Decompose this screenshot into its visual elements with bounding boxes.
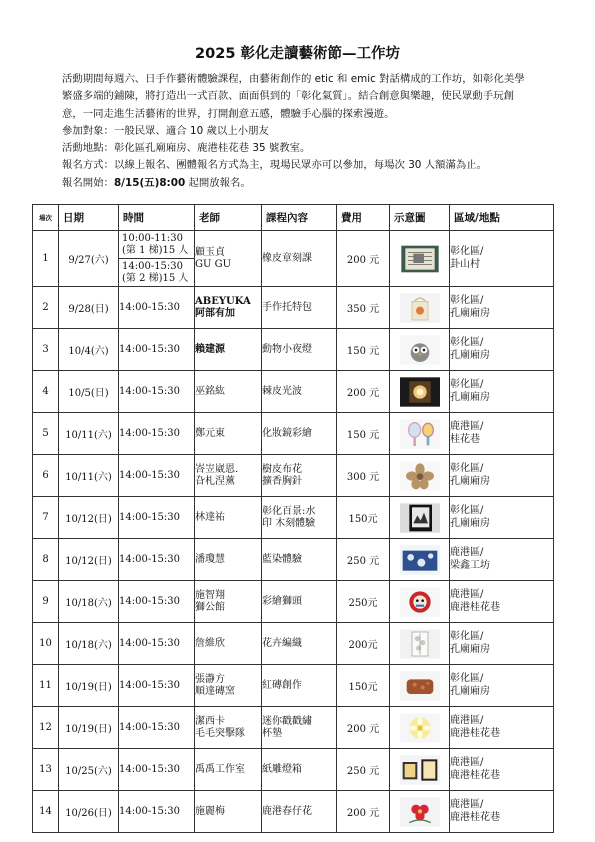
cell-fee: 150元 (337, 497, 390, 539)
cell-session-number: 4 (33, 371, 59, 413)
header-image: 示意圖 (390, 205, 450, 231)
cell-fee: 150 元 (337, 413, 390, 455)
cell-session-number: 13 (33, 749, 59, 791)
cell-fee: 150元 (337, 665, 390, 707)
cell-teacher: 顧玉貞 GU GU (195, 231, 262, 287)
cell-session-number: 9 (33, 581, 59, 623)
lion-head-photo-icon (400, 596, 440, 607)
cell-image (390, 623, 450, 665)
cell-image (390, 539, 450, 581)
cell-date: 10/19(日) (59, 665, 119, 707)
cell-teacher: 潘瓊慧 (195, 539, 262, 581)
table-row (33, 371, 554, 413)
table-row (33, 707, 554, 749)
signup-start-line (62, 175, 542, 192)
signup-suffix: 起開放報名。 (185, 176, 251, 189)
signup-date: 8/15(五)8:00 (113, 176, 186, 189)
intro-line: 意，一同走進生活藝術的世界，打開創意五感，體驗手心腦的探索漫遊。 (62, 107, 395, 120)
table-row (33, 287, 554, 329)
cell-course: 彰化百景:水 印 木刻體驗 (262, 497, 337, 539)
cell-session-number: 6 (33, 455, 59, 497)
spring-flower-photo-icon (400, 806, 440, 817)
cell-date: 10/25(六) (59, 749, 119, 791)
hand-mirror-photo-icon (400, 428, 440, 439)
cell-region: 彰化區/ 孔廟廂房 (450, 455, 554, 497)
header-region: 區域/地點 (450, 205, 554, 231)
cell-image (390, 413, 450, 455)
table-row (33, 749, 554, 791)
cell-region: 彰化區/ 孔廟廂房 (450, 497, 554, 539)
table-row (33, 455, 554, 497)
cell-fee: 200 元 (337, 371, 390, 413)
paper-lightbox-photo-icon (400, 764, 440, 775)
cell-date: 10/18(六) (59, 581, 119, 623)
table-row (33, 413, 554, 455)
cell-teacher: 林達祐 (195, 497, 262, 539)
cell-region: 彰化區/ 孔廟廂房 (450, 623, 554, 665)
page-title: 2025 彰化走讀藝術節—工作坊 (195, 46, 400, 62)
table-row (33, 329, 554, 371)
intro-line: 活動期間每週六、日手作藝術體驗課程，由藝術創作的 etic 和 emic 對話構成的工作坊，如彰化美學 (62, 73, 525, 85)
cell-session-number: 12 (33, 707, 59, 749)
cell-teacher: 巫銘紘 (195, 371, 262, 413)
cell-image (390, 329, 450, 371)
cell-fee: 250元 (337, 581, 390, 623)
cell-fee: 200 元 (337, 791, 390, 833)
workshop-schedule-table (32, 204, 554, 833)
cell-date: 10/12(日) (59, 539, 119, 581)
cell-course: 迷你戳戳繡 杯墊 (262, 707, 337, 749)
cell-session-number: 2 (33, 287, 59, 329)
header-date: 日期 (59, 205, 119, 231)
cell-course: 化妝鏡彩繪 (262, 413, 337, 455)
cell-course: 彩繪獅頭 (262, 581, 337, 623)
table-row (33, 231, 554, 287)
cell-fee: 200 元 (337, 707, 390, 749)
cell-date: 10/11(六) (59, 455, 119, 497)
bark-flower-photo-icon (400, 470, 440, 481)
header-course: 課程內容 (262, 205, 337, 231)
stamp-carving-photo-icon (400, 253, 440, 264)
cell-course: 紙雕燈箱 (262, 749, 337, 791)
header-teacher: 老師 (195, 205, 262, 231)
cell-date: 9/28(日) (59, 287, 119, 329)
cell-region: 鹿港區/ 鹿港桂花巷 (450, 707, 554, 749)
cell-region: 彰化區/ 孔廟廂房 (450, 371, 554, 413)
tote-bag-photo-icon (400, 302, 440, 313)
red-brick-photo-icon (400, 680, 440, 691)
flower-weaving-photo-icon (400, 638, 440, 649)
cell-time: 14:00-15:30 (119, 497, 195, 539)
cell-time: 14:00-15:30 (119, 665, 195, 707)
cell-session-number: 7 (33, 497, 59, 539)
cell-course: 橡皮章刻課 (262, 231, 337, 287)
cell-image (390, 231, 450, 287)
cell-teacher: 張瀞方 順達磚窯 (195, 665, 262, 707)
table-row (33, 581, 554, 623)
cell-time: 14:00-15:30 (119, 287, 195, 329)
audience-line: 參加對象：一般民眾、適合 10 歲以上小朋友 (62, 124, 269, 137)
cell-date: 10/5(日) (59, 371, 119, 413)
cell-course: 紅磚創作 (262, 665, 337, 707)
cell-time: 14:00-15:30 (119, 413, 195, 455)
cell-region: 鹿港區/ 鹿港桂花巷 (450, 749, 554, 791)
signup-method-line: 報名方式：以線上報名、團體報名方式為主，現場民眾亦可以參加，每場次 30 人額滿為止。 (62, 159, 488, 172)
cell-time: 14:00-15:30 (119, 329, 195, 371)
cell-date: 10/11(六) (59, 413, 119, 455)
cell-course: 花卉編織 (262, 623, 337, 665)
table-row (33, 623, 554, 665)
cell-teacher: 詹維欣 (195, 623, 262, 665)
cell-teacher: ABEYUKA 阿部有加 (195, 287, 262, 329)
table-row (33, 791, 554, 833)
cell-fee: 150 元 (337, 329, 390, 371)
cell-session-number: 3 (33, 329, 59, 371)
cell-date: 10/4(六) (59, 329, 119, 371)
cell-course: 藍染體驗 (262, 539, 337, 581)
cell-time: 14:00-15:30 (119, 791, 195, 833)
header-num: 場次 (33, 205, 59, 231)
cell-image (390, 665, 450, 707)
cell-date: 10/18(六) (59, 623, 119, 665)
cell-session-number: 11 (33, 665, 59, 707)
cell-date: 10/12(日) (59, 497, 119, 539)
cell-image (390, 707, 450, 749)
cell-time: 14:00-15:30 (119, 371, 195, 413)
cell-time (119, 231, 195, 287)
time-slot-1: 10:00-11:30 (第 1 梯)15 人 (122, 233, 189, 256)
cell-session-number: 10 (33, 623, 59, 665)
cell-region: 彰化區/ 孔廟廂房 (450, 287, 554, 329)
cell-teacher: 潔西卡 毛毛突擊隊 (195, 707, 262, 749)
cell-date: 9/27(六) (59, 231, 119, 287)
cell-course: 手作托特包 (262, 287, 337, 329)
cell-region: 鹿港區/ 鹿港桂花巷 (450, 791, 554, 833)
cell-image (390, 497, 450, 539)
cell-region: 鹿港區/ 梁鑫工坊 (450, 539, 554, 581)
cell-fee: 200元 (337, 623, 390, 665)
cell-teacher: 禹禹工作室 (195, 749, 262, 791)
cell-fee: 300 元 (337, 455, 390, 497)
owl-lamp-photo-icon (400, 344, 440, 355)
cell-region: 彰化區/ 孔廟廂房 (450, 329, 554, 371)
table-header-row (33, 205, 554, 231)
cell-teacher: 施智翔 獅公館 (195, 581, 262, 623)
cell-session-number: 1 (33, 231, 59, 287)
cell-time: 14:00-15:30 (119, 581, 195, 623)
intro-text (62, 71, 542, 192)
cell-course: 棘皮光波 (262, 371, 337, 413)
cell-teacher: 鄭元東 (195, 413, 262, 455)
location-line: 活動地點：彰化區孔廟廂房、鹿港桂花巷 35 號教室。 (62, 142, 311, 155)
cell-date: 10/26(日) (59, 791, 119, 833)
woodcut-print-photo-icon (400, 512, 440, 523)
header-fee: 費用 (337, 205, 390, 231)
table-row (33, 539, 554, 581)
cell-session-number: 8 (33, 539, 59, 581)
cell-fee: 250 元 (337, 539, 390, 581)
cell-date: 10/19(日) (59, 707, 119, 749)
indigo-dye-photo-icon (400, 554, 440, 565)
cell-image (390, 371, 450, 413)
cell-image (390, 749, 450, 791)
light-wave-photo-icon (400, 386, 440, 397)
cell-session-number: 14 (33, 791, 59, 833)
cell-teacher: 賴建源 (195, 329, 262, 371)
cell-teacher: 施麗梅 (195, 791, 262, 833)
punch-needle-coaster-photo-icon (400, 722, 440, 733)
table-row (33, 665, 554, 707)
cell-course: 動物小夜燈 (262, 329, 337, 371)
table-row (33, 497, 554, 539)
cell-image (390, 455, 450, 497)
cell-fee: 250 元 (337, 749, 390, 791)
signup-prefix: 報名開始： (62, 176, 114, 189)
header-time: 時間 (119, 205, 195, 231)
cell-region: 彰化區/ 卦山村 (450, 231, 554, 287)
cell-time: 14:00-15:30 (119, 623, 195, 665)
intro-line: 繁盛多端的鋪陳，將打造出一式百款、面面俱到的「彰化氣質」。結合創意與樂趣，使民眾動手玩創 (62, 90, 514, 103)
cell-time: 14:00-15:30 (119, 707, 195, 749)
cell-image (390, 581, 450, 623)
cell-region: 鹿港區/ 桂花巷 (450, 413, 554, 455)
cell-session-number: 5 (33, 413, 59, 455)
cell-region: 彰化區/ 孔廟廂房 (450, 665, 554, 707)
cell-time: 14:00-15:30 (119, 455, 195, 497)
cell-course: 樹皮布花 擴香胸針 (262, 455, 337, 497)
cell-image (390, 287, 450, 329)
cell-region: 鹿港區/ 鹿港桂花巷 (450, 581, 554, 623)
cell-fee: 350 元 (337, 287, 390, 329)
cell-course: 鹿港春仔花 (262, 791, 337, 833)
time-slot-2: 14:00-15:30 (第 2 梯)15 人 (119, 258, 194, 286)
cell-fee: 200 元 (337, 231, 390, 287)
cell-image (390, 791, 450, 833)
cell-time: 14:00-15:30 (119, 539, 195, 581)
cell-time: 14:00-15:30 (119, 749, 195, 791)
cell-teacher: 峇岦崴恩． 旮札涅薰 (195, 455, 262, 497)
